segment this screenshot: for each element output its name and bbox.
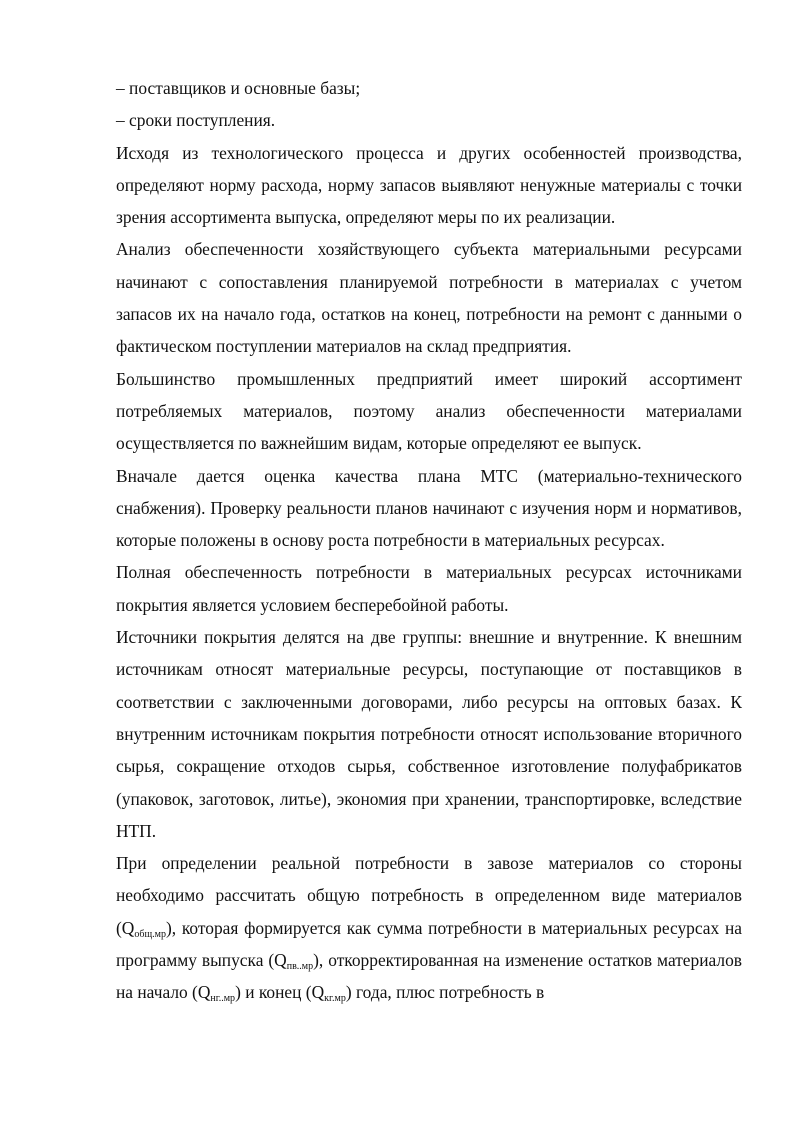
subscript-total: общ.мр (134, 928, 166, 940)
paragraph-assortment: Большинство промышленных предприятий имеет широкий ассортимент потребляемых материалов, поэтому анализ обеспеченности материалами осуществляется по важнейшим видам, которые определяют ее выпуск. (116, 368, 742, 454)
document-page (116, 72, 742, 1009)
paragraph-mts-plan: Вначале дается оценка качества плана МТС (материально-технического снабжения). Проверку реальности планов начинают с изучения норм и нормативов, которые положены в основу роста потребности в материальных ресурсах. (116, 465, 742, 551)
subscript-year-end: кг.мр (324, 993, 346, 1005)
paragraph-sources: Источники покрытия делятся на две группы: внешние и внутренние. К внешним источникам относят материальные ресурсы, поступающие от поставщиков в соответствии с заключенными договорами, либо ресурсы на оптовых базах. К внутренним источникам покрытия потребности относят использование вторичного сырья, сокращение отходов сырья, собственное изготовление полуфабрикатов (упаковок, заготовок, литье), экономия при хранении, транспортировке, вследствие НТП. (116, 627, 742, 841)
text-part: ), которая формируется как сумма потребности в материальных ресурсах на программу выпуска (Q (116, 917, 742, 971)
paragraph-norms: Исходя из технологического процесса и других особенностей производства, определяют норму расхода, норму запасов выявляют ненужные материалы с точки зрения ассортимента выпуска, определяют меры по их реализации. (116, 142, 742, 228)
text-part: ) года, плюс потребность в (345, 982, 545, 1003)
paragraph-analysis: Анализ обеспеченности хозяйствующего субъекта материальными ресурсами начинают с сопоставления планируемой потребности в материалах с учетом запасов их на начало года, остатков на конец, потребности на ремонт с данными о фактическом поступлении материалов на склад предприятия. (116, 239, 742, 357)
text-part: ), откорректированная на изменение остатков материалов на начало (Q (116, 950, 742, 1003)
text-part: ) и конец (Q (235, 982, 325, 1003)
list-item-suppliers: – поставщиков и основные базы; (116, 78, 361, 98)
subscript-year-start: нг..мр (210, 993, 236, 1005)
subscript-program: пв..мр (286, 961, 314, 973)
paragraph-total-need (116, 847, 742, 1008)
list-item-deadlines: – сроки поступления. (116, 110, 276, 131)
paragraph-coverage: Полная обеспеченность потребности в материальных ресурсах источниками покрытия является условием бесперебойной работы. (116, 562, 742, 615)
text-part: При определении реальной потребности в завозе материалов со стороны необходимо рассчитать общую потребность в определенном виде материалов (Q (116, 853, 742, 938)
